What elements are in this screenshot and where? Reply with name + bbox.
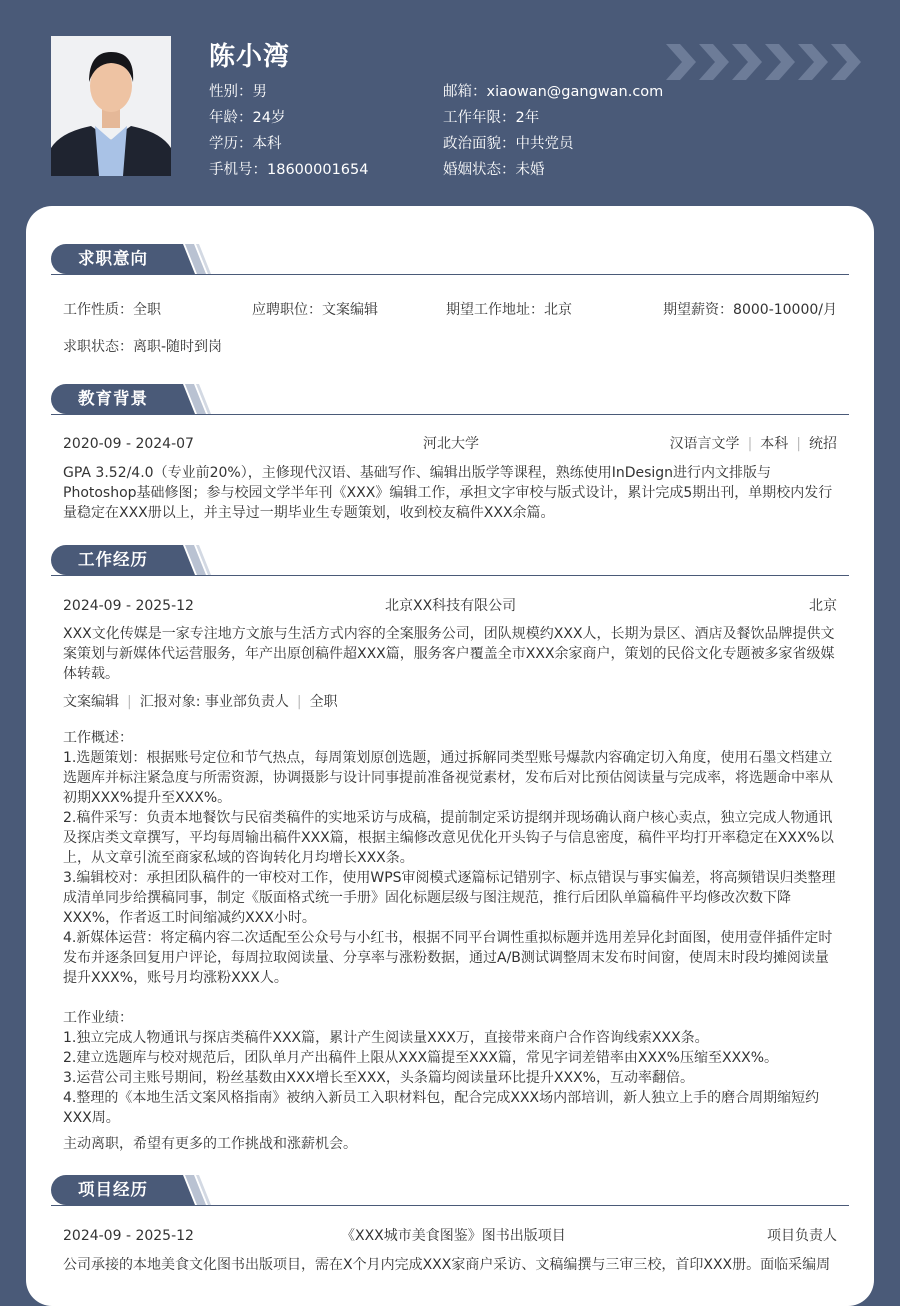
job-location: 期望工作地址：北京 — [446, 302, 572, 318]
edu-major-degree: 汉语言文学 | 本科 | 统招 — [669, 436, 837, 452]
chevron-decoration-icon — [666, 42, 872, 86]
job-salary: 期望薪资：8000-10000/月 — [663, 302, 837, 318]
achievements-label: 工作业绩： — [63, 1010, 133, 1026]
profile-info-right — [443, 79, 663, 183]
edu-description: GPA 3.52/4.0（专业前20%），主修现代汉语、基础写作、编辑出版学等课程，熟练使用InDesign进行内文排版与Photoshop基础修图；参与校园文学半年刊《XXX》编辑工作，承担文字审校与版式设计，累计完成5期出刊，单期校内发行量稳定在XXX册以上，并主导过一期毕业生专题策划，收到校友稿件XXX余篇。 — [63, 465, 833, 521]
job-type: 工作性质：全职 — [63, 302, 161, 318]
job-status: 求职状态：离职-随时到岗 — [63, 339, 223, 355]
section-title: 求职意向 — [78, 249, 148, 268]
work-meta: 文案编辑 | 汇报对象: 事业部负责人 | 全职 — [63, 694, 338, 710]
profile-info-left — [209, 79, 368, 183]
section-title: 项目经历 — [78, 1180, 148, 1199]
marital-status: 婚姻状态：未婚 — [443, 162, 545, 178]
education-level: 学历：本科 — [209, 136, 282, 152]
age: 年龄：24岁 — [209, 110, 286, 126]
section-title: 工作经历 — [78, 550, 148, 569]
section-title: 教育背景 — [78, 389, 148, 408]
section-work — [51, 545, 849, 1154]
edu-mode: 统招 — [809, 436, 837, 452]
section-education — [51, 384, 849, 523]
project-role: 项目负责人 — [767, 1228, 837, 1244]
work-period: 2024-09 - 2025-12 — [63, 598, 194, 614]
project-period: 2024-09 - 2025-12 — [63, 1228, 194, 1244]
phone: 手机号：18600001654 — [209, 162, 369, 178]
email: 邮箱：xiaowan@gangwan.com — [443, 84, 664, 100]
achievement-item: 4.整理的《本地生活文案风格指南》被纳入新员工入职材料包，配合完成XXX场内部培训，新人独立上手的磨合周期缩短约XXX周。 — [63, 1090, 820, 1126]
achievement-item: 1.独立完成人物通讯与探店类稿件XXX篇，累计产生阅读量XXX万，直接带来商户合作咨询线索XXX条。 — [63, 1030, 709, 1046]
edu-degree: 本科 — [760, 436, 789, 452]
leave-reason: 主动离职，希望有更多的工作挑战和涨薪机会。 — [63, 1136, 357, 1152]
section-intention — [51, 244, 849, 358]
work-achievements — [63, 1008, 839, 1128]
section-header — [51, 244, 849, 275]
edu-major: 汉语言文学 — [669, 436, 740, 452]
duty-item: 3.编辑校对：承担团队稿件的一审校对工作，使用WPS审阅模式逐篇标记错别字、标点错误与事实偏差，将高频错误归类整理成清单同步给撰稿同事，制定《版面格式统一手册》固化标题层级与图注规范，推行后团队单篇稿件平均修改次数下降XXX%，作者返工时间缩减约XXX小时。 — [63, 870, 836, 926]
section-header — [51, 545, 849, 576]
work-jobtype: 全职 — [309, 694, 338, 710]
profile-name: 陈小湾 — [209, 42, 291, 72]
work-city: 北京 — [809, 598, 837, 614]
project-description: 公司承接的本地美食文化图书出版项目，需在X个月内完成XXX家商户采访、文稿编撰与三审三校，首印XXX册。面临采编周 — [63, 1257, 831, 1273]
work-years: 工作年限：2年 — [443, 110, 540, 126]
work-overview — [63, 728, 839, 988]
section-project — [51, 1175, 849, 1275]
duty-item: 2.稿件采写：负责本地餐饮与民宿类稿件的实地采访与成稿，提前制定采访提纲并现场确认商户核心卖点，独立完成人物通讯及探店类文章撰写，平均每周输出稿件XXX篇，根据主编修改意见优化开头钩子与信息密度，稿件平均打开率稳定在XXX%以上，从文章引流至商家私域的咨询转化月均增长XXX条。 — [63, 810, 834, 866]
work-report: 汇报对象: 事业部负责人 — [139, 694, 289, 710]
duty-item: 1.选题策划：根据账号定位和节气热点，每周策划原创选题，通过拆解同类型账号爆款内容确定切入角度，使用石墨文档建立选题库并标注紧急度与所需资源，协调摄影与设计同事提前准备视觉素材，发布后对比预估阅读量与完成率，将选题命中率从初期XXX%提升至XXX%。 — [63, 750, 833, 806]
job-position: 应聘职位：文案编辑 — [252, 302, 378, 318]
overview-label: 工作概述： — [63, 730, 133, 746]
achievement-item: 2.建立选题库与校对规范后，团队单月产出稿件上限从XXX篇提至XXX篇，常见字词差错率由XXX%压缩至XXX%。 — [63, 1050, 779, 1066]
profile-photo — [51, 36, 171, 176]
work-role: 文案编辑 — [63, 694, 119, 710]
edu-period: 2020-09 - 2024-07 — [63, 436, 194, 452]
work-company: 北京XX科技有限公司 — [385, 598, 517, 614]
duty-item: 4.新媒体运营：将定稿内容二次适配至公众号与小红书，根据不同平台调性重拟标题并选用差异化封面图，使用壹伴插件定时发布并逐条回复用户评论，每周拉取阅读量、分享率与涨粉数据，通过A/B测试调整周末发布时间窗，使周末时段均摊阅读量提升XXX%，账号月均涨粉XXX人。 — [63, 930, 833, 986]
work-company-intro: XXX文化传媒是一家专注地方文旅与生活方式内容的全案服务公司，团队规模约XXX人，长期为景区、酒店及餐饮品牌提供文案策划与新媒体代运营服务，年产出原创稿件超XXX篇，服务客户覆盖全市XXX余家商户，策划的民俗文化专题被多家省级媒体转载。 — [63, 626, 835, 682]
achievement-item: 3.运营公司主账号期间，粉丝基数由XXX增长至XXX，头条篇均阅读量环比提升XXX%，互动率翻倍。 — [63, 1070, 694, 1086]
section-header — [51, 1175, 849, 1206]
gender: 性别：男 — [209, 84, 267, 100]
project-name: 《XXX城市美食图鉴》图书出版项目 — [341, 1228, 566, 1244]
section-header — [51, 384, 849, 415]
political-status: 政治面貌：中共党员 — [443, 136, 574, 152]
edu-school: 河北大学 — [423, 436, 479, 452]
